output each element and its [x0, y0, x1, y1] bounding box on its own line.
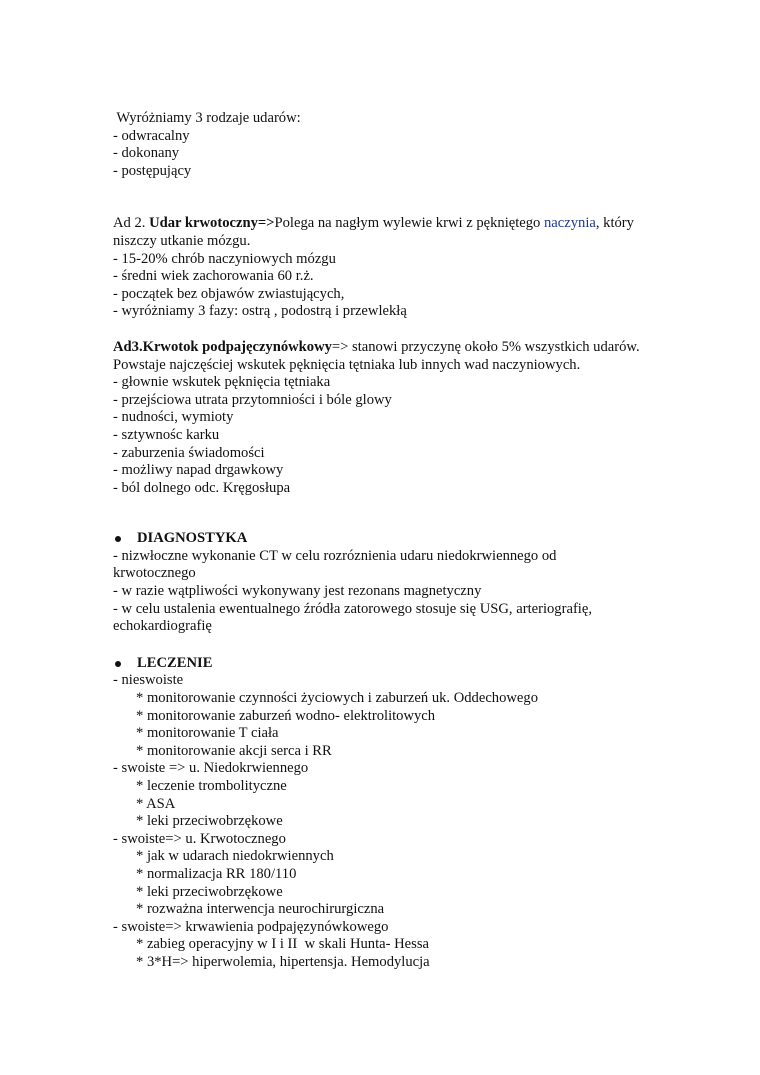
list-item: * monitorowanie czynności życiowych i zaburzeń uk. Oddechowego: [136, 690, 539, 707]
list-item: - zaburzenia świadomości: [113, 444, 265, 461]
bullet-icon: [115, 536, 121, 542]
bullet-icon: [115, 661, 121, 667]
naczynia-link[interactable]: naczynia: [544, 215, 596, 232]
list-item: - sztywnośc karku: [113, 426, 220, 443]
list-item: - odwracalny: [113, 127, 190, 144]
list-item: - wyróżniamy 3 fazy: ostrą , podostrą i przewlekłą: [113, 303, 407, 320]
list-item: * leczenie trombolityczne: [136, 778, 287, 794]
paragraph-text: Polega na nagłym wylewie krwi z pękniętego: [274, 215, 544, 232]
section-title: Udar krwotoczny=>: [149, 215, 275, 232]
section-title: Ad3.Krwotok podpajęczynówkowy: [113, 338, 332, 355]
paragraph-text: => stanowi przyczynę około 5% wszystkich udarów. Powstaje najczęściej wskutek pęknięcia tętniaka lub innych wad naczyniowych.: [113, 338, 640, 373]
list-item: * leki przeciwobrzękowe: [136, 813, 283, 830]
paragraph-text: , który niszczy utkanie mózgu.: [113, 215, 634, 249]
list-item: * monitorowanie akcji serca i RR: [136, 742, 332, 759]
list-item: - ból dolnego odc. Kręgosłupa: [113, 479, 291, 496]
list-item: - głownie wskutek pęknięcia tętniaka: [113, 374, 331, 391]
list-item: - początek bez objawów zwiastujących,: [113, 285, 345, 302]
heading-text: DIAGNOSTYKA: [137, 530, 248, 547]
treatment-group-title: - swoiste=> krwawienia podpajęzynówkowego: [113, 918, 389, 935]
diagnostics-heading: [113, 530, 673, 548]
list-item: - 15-20% chrób naczyniowych mózgu: [113, 250, 336, 267]
stroke-types-section: [113, 110, 673, 180]
list-item: - możliwy napad drgawkowy: [113, 462, 284, 479]
list-item: - w celu ustalenia ewentualnego źródła zatorowego stosuje się USG, arteriografię, echokardiografię: [113, 600, 592, 635]
list-item: - przejściowa utrata przytomniości i bóle glowy: [113, 391, 392, 408]
list-item: * jak w udarach niedokrwiennych: [136, 848, 334, 865]
stroke-types-intro: Wyróżniamy 3 rodzaje udarów:: [113, 110, 301, 126]
subarachnoid-hemorrhage-section: [113, 339, 673, 497]
hemorrhagic-stroke-section: [113, 215, 673, 321]
list-item: - nizwłoczne wykonanie CT w celu rozróznienia udaru niedokrwiennego od krwotocznego: [113, 547, 557, 582]
list-item: - średni wiek zachorowania 60 r.ż.: [113, 268, 314, 285]
treatment-group-title: - nieswoiste: [113, 672, 184, 689]
treatment-group-title: - swoiste=> u. Krwotocznego: [113, 830, 286, 847]
list-item: * zabieg operacyjny w I i II w skali Hunta- Hessa: [136, 936, 429, 953]
list-item: * monitorowanie zaburzeń wodno- elektrolitowych: [136, 707, 436, 724]
list-item: * rozważna interwencja neurochirurgiczna: [136, 901, 385, 918]
list-item: * ASA: [136, 795, 176, 812]
list-item: - nudności, wymioty: [113, 409, 234, 426]
subarachnoid-paragraph: [113, 339, 673, 374]
section-prefix: Ad 2.: [113, 215, 150, 232]
treatment-group-title: - swoiste => u. Niedokrwiennego: [113, 760, 309, 777]
hemorrhagic-stroke-paragraph: [113, 215, 673, 250]
treatment-heading: [113, 655, 673, 673]
diagnostics-section: [113, 530, 673, 636]
list-item: * 3*H=> hiperwolemia, hipertensja. Hemodylucja: [136, 953, 430, 970]
document-page: [113, 110, 673, 972]
treatment-section: [113, 655, 673, 972]
list-item: * normalizacja RR 180/110: [136, 865, 297, 882]
list-item: * leki przeciwobrzękowe: [136, 883, 283, 900]
list-item: - dokonany: [113, 145, 180, 162]
heading-text: LECZENIE: [137, 654, 213, 671]
list-item: - w razie wątpliwości wykonywany jest rezonans magnetyczny: [113, 583, 482, 600]
list-item: * monitorowanie T ciała: [136, 725, 279, 742]
list-item: - postępujący: [113, 162, 192, 179]
